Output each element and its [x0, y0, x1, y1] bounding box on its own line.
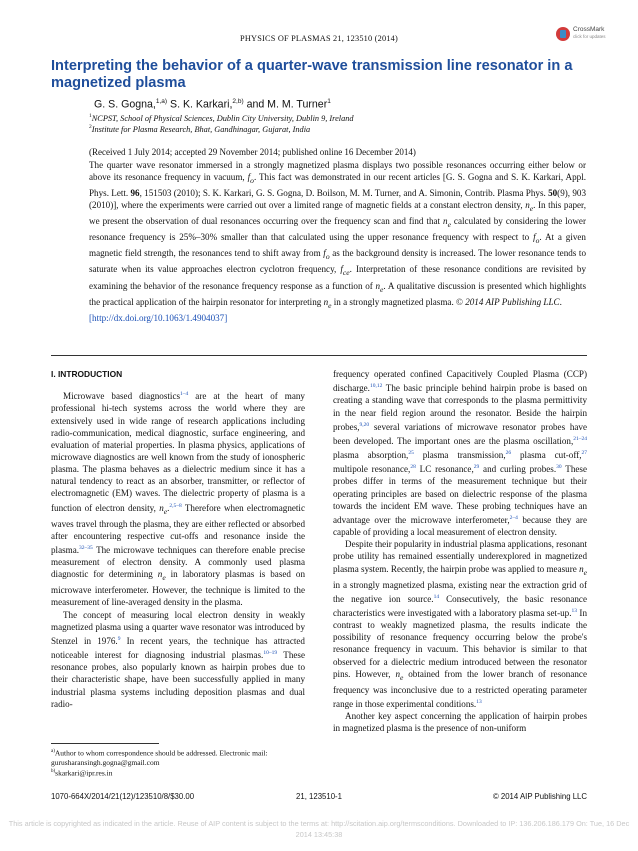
footer-copyright: © 2014 AIP Publishing LLC: [492, 792, 587, 801]
affiliation: $^1$NCPST, School of Physical Sciences, Dublin City University, Dublin 9, Ireland: [89, 113, 354, 123]
author-affil-mark: 1: [327, 98, 331, 105]
crossmark-icon: [556, 27, 570, 41]
author-name: and M. M. Turner: [246, 98, 328, 111]
abstract-text: The quarter wave resonator immersed in a strongly magnetized plasma displays two possible resonances occurring either below or above its resonance frequency in vacuum, $f_o$. This fact was demonstrated in our recent articles [G. S. Gogna and S. K. Karkari, Appl. Phys. Lett. 96, 151503 (2010); S. K. Karkari, G. S. Gogna, D. Boilson, M. M. Turner, and A. Simonin, Contrib. Plasma Phys. 50(9), 903 (2010)], where the experiments were carried out over a limited range of magnetic fields at a constant electron density, $n_e$. In this paper, we present the observation of dual resonances occurring over the frequency scan and find that $n_e$ calculated by considering the lower resonance frequency is 25%–30% smaller than that calculated using the upper resonance frequency with respect to $f_o$. At a given magnetic field strength, the resonances tend to shift away from $f_o$ as the background density is increased. The lower resonance tends to saturate when its value approaches electron cyclotron frequency, $f_{ce}$. Interpretation of these resonance conditions are revisited by examining the behavior of the resonance frequency response as a function of $n_e$. A qualitative discussion is presented which highlights the practical application of the hairpin resonator for interpreting $n_e$ in a strongly magnetized plasma. © 2014 AIP Publishing LLC.: [89, 160, 586, 310]
paragraph: frequency operated confined Capacitively Coupled Plasma (CCP) discharge.$^{10,12}$ The basic principle behind hairpin probe is based on creating a standing wave that corresponds to the plasma permittivity in the near field region around the resonator. Beside the hairpin probes,$^{9,20}$ several variations of microwave resonator probes have been developed. The important ones are the plasma oscillation,$^{21-24}$ plasma absorption,$^{25}$ plasma transmission,$^{26}$ plasma cut-off,$^{27}$ multipole resonance,$^{28}$ LC resonance,$^{29}$ and curling probes.$^{30}$ These probes differ in terms of the measurement technique but their operating principles are based on dielectric response of the plasma towards the incident EM wave. These probing techniques have an advantage over the microwave interferometer,$^{2-4}$ because they are capable of providing a local measurement of electron density.: [333, 369, 587, 538]
abstract: [89, 159, 586, 324]
footnote-divider: [51, 743, 159, 744]
body-column-left: [51, 368, 305, 710]
crossmark-badge[interactable]: [556, 24, 618, 44]
footer-page: 21, 123510-1: [296, 792, 342, 801]
affiliation: $^2$Institute for Plasma Research, Bhat, Gandhinagar, Gujarat, India: [89, 124, 311, 134]
received-dates: (Received 1 July 2014; accepted 29 November 2014; published online 16 December 2014): [89, 147, 416, 157]
footnote: $^{b)}$skarkari@ipr.res.in: [51, 768, 113, 777]
body-column-right: [333, 368, 587, 734]
author-list: [94, 98, 331, 111]
paragraph: The concept of measuring local electron density in weakly magnetized plasma using a quarter wave resonator was introduced by Stenzel in 1976.$^9$ In recent years, the technique has attracted noticeable interest for diagnosing industrial plasmas.$^{10-19}$ These resonance probes, also popularly known as hairpin probes due to their characteristic shape, have been successfully applied in many industrial plasma systems including deposition plasmas and dual radio-: [51, 609, 305, 709]
author-name: G. S. Gogna,: [94, 98, 156, 111]
footnote: $^{a)}$Author to whom correspondence should be addressed. Electronic mail: gurusharansingh.gogna@gmail.com: [51, 748, 268, 767]
doi-link[interactable]: [http://dx.doi.org/10.1063/1.4904037]: [89, 312, 228, 323]
footer-issn: 1070-664X/2014/21(12)/123510/8/$30.00: [51, 792, 195, 801]
author-name: S. K. Karkari,: [170, 98, 233, 111]
author-affil-mark: 1,a): [155, 98, 168, 105]
paragraph: Another key aspect concerning the application of hairpin probes in magnetized plasma is the presence of non-uniform: [333, 710, 587, 734]
paragraph: Microwave based diagnostics$^{1-4}$ are at the heart of many professional hi-tech systems across the world where they are extensively used in wide range of research applications including radio-communication, medical diagnostic, surface engineering, and evaluation of material properties. In plasma physics, applications of microwave diagnostics are well known from the study of ionospheric plasma. The plasma behaves as a dielectric medium since it has a natural tendency to react as an absorber, transmitter, or reflector of electromagnetic (EM) waves. The dielectric property of plasma is a function of electron density, $n_e.^{2,5-8}$ Therefore when electromagnetic waves travel through the plasma, they are either reflected or absorbed after encountering respective cut-offs and resonance inside the plasma.$^{32-35}$ The microwave techniques can therefore enable precise measurement of electron density. A commonly used plasma diagnostic for determining $n_e$ in laboratory plasmas is based on microwave interferometer. However, the technique is limited to the measurement of line-averaged density in the plasma.: [51, 391, 306, 608]
section-heading: I. INTRODUCTION: [51, 369, 123, 379]
crossmark-label: CrossMark: [573, 26, 605, 34]
running-head: PHYSICS OF PLASMAS 21, 123510 (2014): [240, 34, 398, 43]
download-notice: This article is copyrighted as indicated in the article. Reuse of AIP content is subject to the terms at: http://scitation.aip.org/termsconditions. Downloaded to IP: 136.206.186.179 On: Tue, 16 Dec 2014 13:45:38: [8, 819, 630, 839]
footnotes: [51, 747, 307, 777]
crossmark-sub: click for updates: [573, 34, 606, 39]
author-affil-mark: 2,b): [232, 98, 244, 105]
article-title: Interpreting the behavior of a quarter-wave transmission line resonator in a magnetized plasma: [51, 58, 573, 91]
divider: [51, 355, 587, 356]
paragraph: Despite their popularity in industrial plasma applications, resonant probe utility has remained essentially underexplored in magnetized plasma system. Recently, the hairpin probe was applied to measure $n_e$ in a strongly magnetized plasma, existing near the extraction grid of the negative ion source.$^{14}$ Consecutively, the basic resonance characteristics were investigated with a laboratory plasma set-up.$^{13}$ In contrast to weakly magnetized plasma, the results indicate the possibility of resonance frequency occurring below the probe's resonance frequency in vacuum. This behavior is similar to that observed for a dielectric medium introduced between the resonator pins. However, $n_e$ obtained from the lower branch of resonance frequency was inconclusive due to a restricted operating parameter range in those experimental conditions.$^{13}$: [333, 539, 588, 709]
